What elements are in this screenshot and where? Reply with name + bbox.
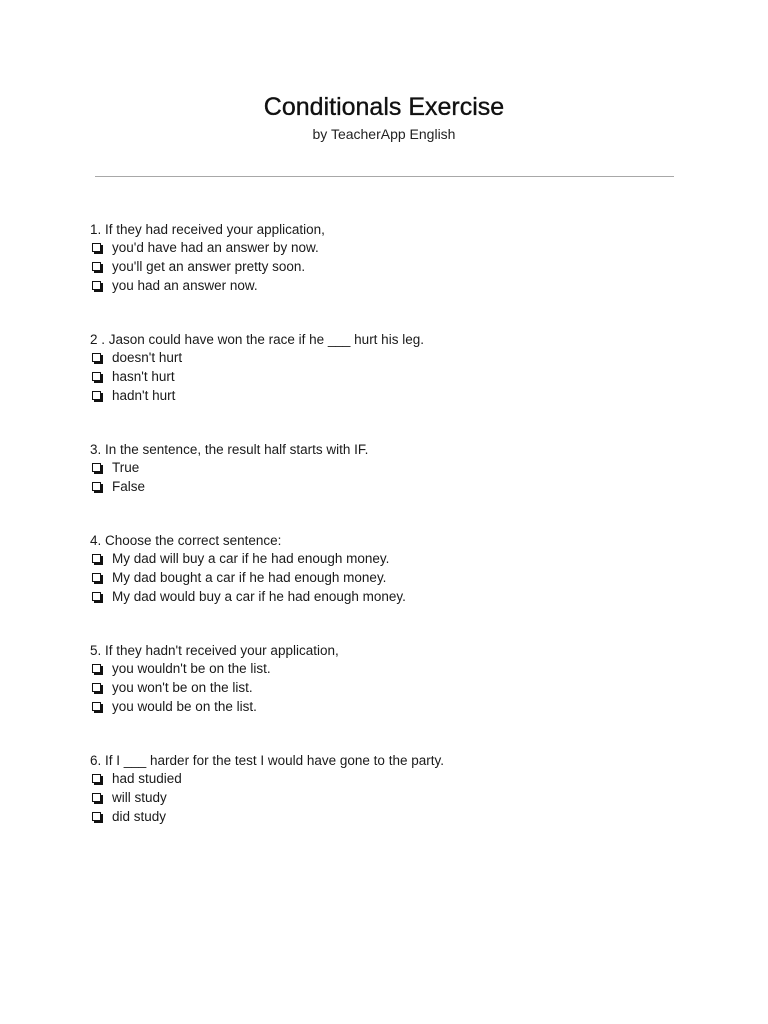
question-5	[90, 642, 690, 716]
checkbox-icon[interactable]	[92, 482, 101, 491]
checkbox-icon[interactable]	[92, 262, 101, 271]
question-3	[90, 441, 690, 496]
answer-option[interactable]	[90, 659, 690, 678]
question-list	[90, 221, 690, 826]
checkbox-icon[interactable]	[92, 463, 101, 472]
checkbox-icon[interactable]	[92, 573, 101, 582]
question-6	[90, 752, 690, 826]
answer-option[interactable]	[90, 348, 690, 367]
answer-option[interactable]	[90, 807, 690, 826]
question-text: 4. Choose the correct sentence:	[90, 533, 282, 548]
checkbox-icon[interactable]	[92, 243, 101, 252]
option-label: My dad would buy a car if he had enough money.	[112, 589, 406, 604]
question-text: 3. In the sentence, the result half starts with IF.	[90, 442, 369, 457]
answer-option[interactable]	[90, 678, 690, 697]
question-1	[90, 221, 690, 295]
option-label: you'd have had an answer by now.	[112, 240, 319, 255]
checkbox-icon[interactable]	[92, 683, 101, 692]
question-spacer	[90, 295, 690, 331]
option-label: you'll get an answer pretty soon.	[112, 259, 306, 274]
option-label: did study	[112, 809, 167, 824]
page-title: Conditionals Exercise	[263, 93, 505, 121]
answer-option[interactable]	[90, 587, 690, 606]
question-text: 6. If I ___ harder for the test I would have gone to the party.	[90, 753, 444, 768]
question-2	[90, 331, 690, 405]
option-label: you wouldn't be on the list.	[112, 661, 271, 676]
question-spacer	[90, 606, 690, 642]
checkbox-icon[interactable]	[92, 664, 101, 673]
option-label: My dad will buy a car if he had enough money.	[112, 551, 390, 566]
option-label: hadn't hurt	[112, 388, 176, 403]
checkbox-icon[interactable]	[92, 793, 101, 802]
answer-option[interactable]	[90, 276, 690, 295]
option-label: True	[112, 460, 140, 475]
answer-option[interactable]	[90, 769, 690, 788]
question-spacer	[90, 405, 690, 441]
question-text: 2 . Jason could have won the race if he ___ hurt his leg.	[90, 332, 424, 347]
answer-option[interactable]	[90, 477, 690, 496]
answer-option[interactable]	[90, 568, 690, 587]
answer-option[interactable]	[90, 386, 690, 405]
question-4	[90, 532, 690, 606]
answer-option[interactable]	[90, 697, 690, 716]
question-spacer	[90, 716, 690, 752]
document-header	[0, 91, 768, 143]
option-label: had studied	[112, 771, 182, 786]
checkbox-icon[interactable]	[92, 353, 101, 362]
question-text: 1. If they had received your application,	[90, 222, 325, 237]
answer-option[interactable]	[90, 367, 690, 386]
answer-option[interactable]	[90, 257, 690, 276]
answer-option[interactable]	[90, 238, 690, 257]
question-spacer	[90, 496, 690, 532]
checkbox-icon[interactable]	[92, 554, 101, 563]
answer-option[interactable]	[90, 549, 690, 568]
question-text: 5. If they hadn't received your application,	[90, 643, 339, 658]
page-subtitle: by TeacherApp English	[312, 126, 456, 142]
option-label: False	[112, 479, 146, 494]
checkbox-icon[interactable]	[92, 774, 101, 783]
option-label: you had an answer now.	[112, 278, 258, 293]
option-label: hasn't hurt	[112, 369, 175, 384]
answer-option[interactable]	[90, 788, 690, 807]
checkbox-icon[interactable]	[92, 702, 101, 711]
checkbox-icon[interactable]	[92, 372, 101, 381]
checkbox-icon[interactable]	[92, 391, 101, 400]
header-divider	[95, 176, 674, 177]
answer-option[interactable]	[90, 458, 690, 477]
option-label: My dad bought a car if he had enough money.	[112, 570, 387, 585]
option-label: you won't be on the list.	[112, 680, 253, 695]
checkbox-icon[interactable]	[92, 281, 101, 290]
option-label: doesn't hurt	[112, 350, 183, 365]
checkbox-icon[interactable]	[92, 592, 101, 601]
option-label: will study	[112, 790, 167, 805]
checkbox-icon[interactable]	[92, 812, 101, 821]
option-label: you would be on the list.	[112, 699, 257, 714]
